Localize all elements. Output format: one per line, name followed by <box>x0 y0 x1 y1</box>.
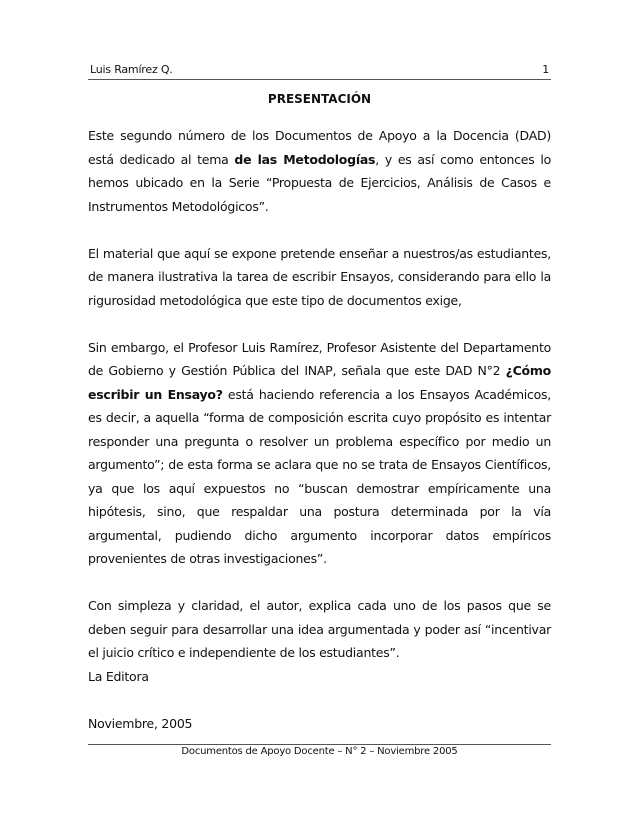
document-body <box>88 124 551 759</box>
paragraph-3-bold: ¿Cómo escribir un Ensayo? <box>88 363 551 402</box>
page-footer: Documentos de Apoyo Docente – N° 2 – Noviembre 2005 <box>181 746 458 757</box>
paragraph-3-text-c: está haciendo referencia a los Ensayos Académicos, es decir, a aquella “forma de composición escrita cuyo propósito es intentar responder una pregunta o resolver un problema específico por medio un argumento”; de esta forma se aclara que no se trata de Ensayos Científicos, ya que los aquí expuestos no “buscan demostrar empíricamente una hipótesis, sino, que respaldar una postura determinada por la vía argumental, pudiendo dicho argumento incorporar datos empíricos provenientes de otras investigaciones”. <box>88 386 551 566</box>
paragraph-1-text-c: , y es así como entonces lo hemos ubicado en la Serie “Propuesta de Ejercicios, Análisis de Casos e Instrumentos Metodológicos”. <box>88 151 551 214</box>
paragraph-4: Con simpleza y claridad, el autor, explica cada uno de los pasos que se deben seguir para desarrollar una idea argumentada y poder así “incentivar el juicio crítico e independiente de los estudiantes”. <box>88 598 551 660</box>
header-page-number: 1 <box>542 63 549 76</box>
paragraph-3-text-a: Sin embargo, el Profesor Luis Ramírez, Profesor Asistente del Departamento de Gobierno y Gestión Pública del INAP, señala que este DAD N°2 <box>88 339 551 378</box>
header-author: Luis Ramírez Q. <box>90 63 173 76</box>
paragraph-2: El material que aquí se expone pretende enseñar a nuestros/as estudiantes, de manera ilustrativa la tarea de escribir Ensayos, considerando para ello la rigurosidad metodológica que este tipo de documentos exige, <box>88 245 551 308</box>
paragraph-3 <box>88 336 551 571</box>
paragraph-1-bold: de las Metodologías <box>234 151 376 167</box>
signature-name: La Editora <box>88 668 149 684</box>
paragraph-1-text-a: Este segundo número de los Documentos de Apoyo a la Docencia (DAD) está dedicado al tema <box>88 128 551 167</box>
page-header <box>88 63 551 80</box>
signature-date: Noviembre, 2005 <box>88 715 193 731</box>
paragraph-1 <box>88 124 551 218</box>
page-title: PRESENTACIÓN <box>267 92 372 106</box>
footer-divider <box>88 744 551 745</box>
